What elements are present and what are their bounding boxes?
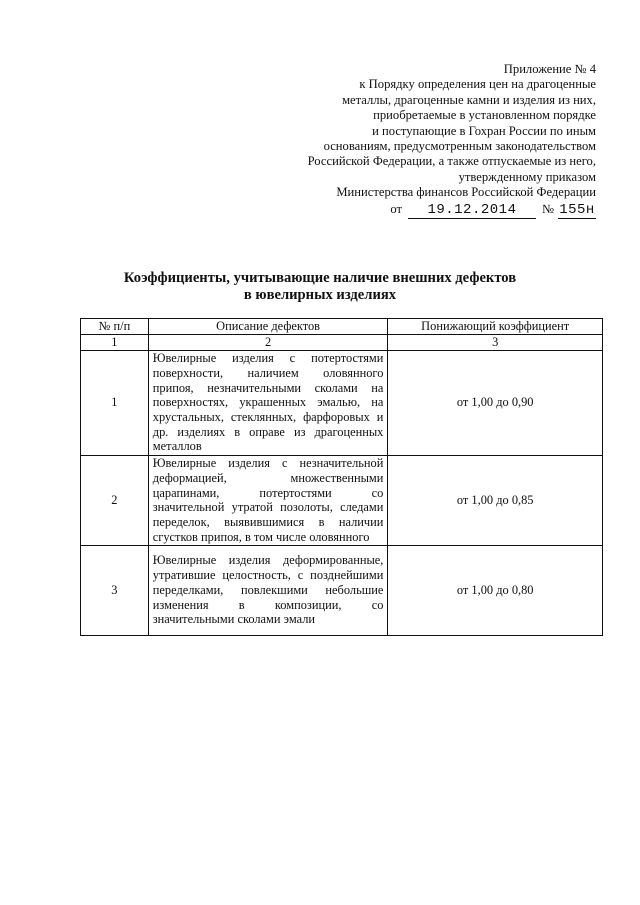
appendix-number: Приложение № 4: [503, 62, 596, 76]
title-line-1: Коэффициенты, учитывающие наличие внешних дефектов: [123, 270, 517, 286]
column-number: 3: [388, 335, 603, 351]
appendix-line: металлы, драгоценные камни и изделия из них,: [342, 92, 596, 107]
header-coefficient: Понижающий коэффициент: [388, 319, 603, 335]
column-number: 2: [148, 335, 388, 351]
order-from-label: от: [390, 201, 402, 216]
appendix-line: и поступающие в Гохран России по иным: [372, 123, 596, 138]
row-description: Ювелирные изделия деформированные, утратившие целостность, с позднейшими переделками, повлекшими небольшие изменения в композиции, со значительными сколами эмали: [148, 545, 388, 635]
column-number: 1: [81, 335, 149, 351]
table-row: [81, 350, 603, 455]
order-number: 155н: [559, 201, 595, 218]
row-number: 2: [81, 455, 149, 545]
table-row: [81, 455, 603, 545]
row-number: 3: [81, 545, 149, 635]
order-date: 19.12.2014: [408, 203, 536, 219]
row-coefficient: от 1,00 до 0,80: [388, 545, 603, 635]
appendix-line: к Порядку определения цен на драгоценные: [359, 77, 596, 92]
header-number: № п/п: [81, 319, 149, 335]
appendix-line: утвержденному приказом: [458, 169, 596, 184]
appendix-line: приобретаемые в установленном порядке: [373, 108, 596, 123]
row-description: Ювелирные изделия с потертостями поверхности, наличием оловянного припоя, незначительными сколами на поверхностях, украшенных эмалью, на хрустальных, стеклянных, фарфоровых и др. изделиях в оправе из драгоценных металлов: [148, 350, 388, 455]
document-title: [0, 270, 640, 304]
appendix-line: Министерства финансов Российской Федерации: [336, 185, 596, 200]
row-description: Ювелирные изделия с незначительной деформацией, множественными царапинами, потертостями со значительной утратой позолоты, следами переделок, выявившимися в наличии сгустков припоя, в том числе оловянного: [148, 455, 388, 545]
appendix-line: Российской Федерации, а также отпускаемые из него,: [307, 154, 596, 169]
header-description: Описание дефектов: [148, 319, 388, 335]
table-row: [81, 545, 603, 635]
table-header-row: [81, 319, 603, 335]
order-number-label: №: [541, 201, 554, 216]
order-reference: [256, 202, 596, 219]
title-line-2: в ювелирных изделиях: [243, 287, 397, 303]
defects-table: [80, 318, 603, 636]
column-numbers-row: [81, 335, 603, 351]
appendix-line: основаниям, предусмотренным законодательством: [323, 139, 596, 154]
row-number: 1: [81, 350, 149, 455]
appendix-header: [256, 62, 596, 219]
row-coefficient: от 1,00 до 0,85: [388, 455, 603, 545]
row-coefficient: от 1,00 до 0,90: [388, 350, 603, 455]
